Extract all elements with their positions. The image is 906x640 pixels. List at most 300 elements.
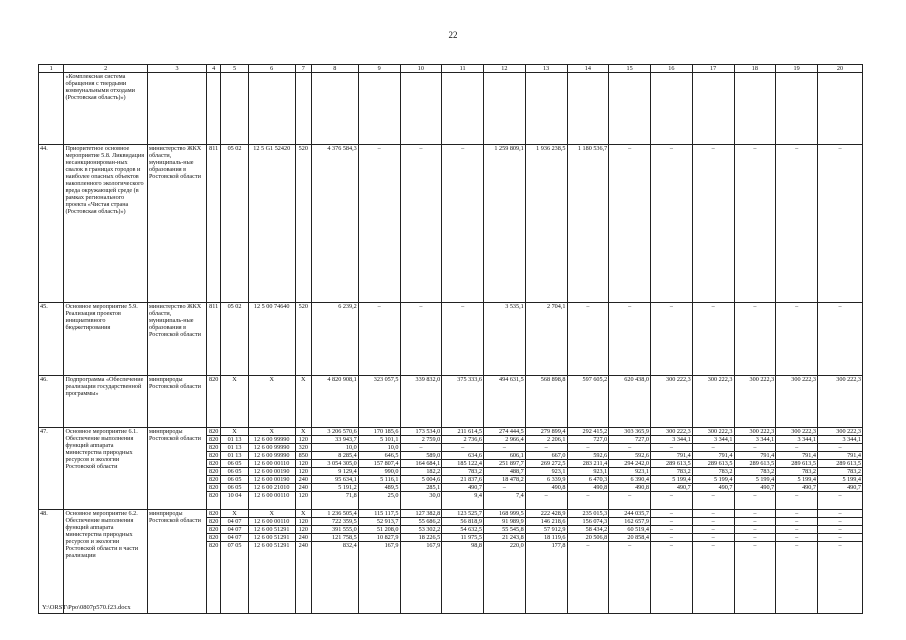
year-amount-cell: –: [567, 492, 609, 510]
expense-type-cell: 120: [295, 468, 311, 476]
year-amount-cell: 157 807,4: [358, 460, 400, 468]
year-amount-cell: 3 344,1: [651, 436, 693, 444]
total-amount-cell: 4 820 908,1: [311, 376, 358, 428]
year-amount-cell: 5 199,4: [734, 476, 776, 484]
year-amount-cell: 52 913,7: [358, 518, 400, 526]
year-amount-cell: 25,0: [358, 492, 400, 510]
year-amount-cell: 30,0: [400, 492, 442, 510]
year-amount-cell: 18 478,2: [484, 476, 526, 484]
year-amount-cell: –: [358, 303, 400, 376]
year-amount-cell: –: [609, 444, 651, 452]
section-code-cell: 04 07: [221, 518, 249, 526]
total-amount-cell: 3 054 305,0: [311, 460, 358, 468]
year-amount-cell: 494 631,5: [484, 376, 526, 428]
year-amount-cell: 923,1: [567, 468, 609, 476]
year-amount-cell: 7,4: [484, 492, 526, 510]
executor-cell: министерство ЖКХ области, муниципаль-ные образования в Ростовской области: [147, 145, 206, 303]
year-amount-cell: 57 912,9: [525, 526, 567, 534]
year-amount-cell: 5 004,6: [400, 476, 442, 484]
expense-type-cell: [295, 73, 311, 145]
target-article-cell: 12 6 00 99990: [248, 444, 295, 452]
table-row: [39, 303, 863, 376]
year-amount-cell: 490,8: [567, 484, 609, 492]
year-amount-cell: –: [776, 303, 818, 376]
year-amount-cell: 21 837,6: [442, 476, 484, 484]
target-article-cell: 12 6 00 00190: [248, 468, 295, 476]
year-amount-cell: 2 704,1: [525, 303, 567, 376]
column-number-cell: 9: [358, 65, 400, 73]
budget-table: [38, 64, 863, 614]
total-amount-cell: 9 129,4: [311, 468, 358, 476]
column-number-cell: 12: [484, 65, 526, 73]
column-number-cell: 19: [776, 65, 818, 73]
target-article-cell: 12 6 00 00190: [248, 476, 295, 484]
year-amount-cell: –: [734, 534, 776, 542]
year-amount-cell: 98,8: [442, 542, 484, 614]
column-number-cell: 1: [39, 65, 64, 73]
ministry-code-cell: 820: [207, 510, 221, 518]
year-amount-cell: 783,2: [442, 468, 484, 476]
column-number-cell: 16: [651, 65, 693, 73]
year-amount-cell: 490,7: [442, 484, 484, 492]
year-amount-cell: –: [651, 534, 693, 542]
year-amount-cell: 2 759,0: [400, 436, 442, 444]
expense-type-cell: X: [295, 428, 311, 436]
total-amount-cell: 722 359,5: [311, 518, 358, 526]
year-amount-cell: –: [567, 542, 609, 614]
expense-type-cell: X: [295, 376, 311, 428]
year-amount-cell: 791,4: [734, 452, 776, 460]
year-amount-cell: [692, 73, 734, 145]
ministry-code-cell: 820: [207, 518, 221, 526]
section-code-cell: 07 05: [221, 542, 249, 614]
expense-type-cell: 240: [295, 534, 311, 542]
year-amount-cell: 123 525,7: [442, 510, 484, 518]
executor-cell: минприроды Ростовской области: [147, 376, 206, 428]
ministry-code-cell: 820: [207, 542, 221, 614]
year-amount-cell: –: [692, 542, 734, 614]
year-amount-cell: –: [651, 518, 693, 526]
year-amount-cell: 55 545,8: [484, 526, 526, 534]
ministry-code-cell: 820: [207, 428, 221, 436]
year-amount-cell: 185 122,4: [442, 460, 484, 468]
year-amount-cell: 6 390,4: [609, 476, 651, 484]
year-amount-cell: 235 015,3: [567, 510, 609, 518]
section-code-cell: X: [221, 376, 249, 428]
column-number-cell: 11: [442, 65, 484, 73]
year-amount-cell: –: [818, 492, 863, 510]
measure-name-cell: Основное мероприятие 6.1. Обеспечение выполнения функций аппарата министерства природных ресурсов и экологии Ростовской области: [64, 428, 148, 510]
year-amount-cell: 5 199,4: [776, 476, 818, 484]
row-number-cell: 45.: [39, 303, 64, 376]
year-amount-cell: 990,0: [358, 468, 400, 476]
year-amount-cell: 54 632,5: [442, 526, 484, 534]
total-amount-cell: 391 555,0: [311, 526, 358, 534]
target-article-cell: 12 6 00 51291: [248, 542, 295, 614]
year-amount-cell: 300 222,3: [734, 428, 776, 436]
year-amount-cell: –: [818, 303, 863, 376]
year-amount-cell: 60 519,4: [609, 526, 651, 534]
column-number-cell: 5: [221, 65, 249, 73]
year-amount-cell: 727,0: [609, 436, 651, 444]
year-amount-cell: 620 438,0: [609, 376, 651, 428]
year-amount-cell: –: [651, 542, 693, 614]
year-amount-cell: 244 035,7: [609, 510, 651, 518]
year-amount-cell: 285,1: [400, 484, 442, 492]
ministry-code-cell: 820: [207, 526, 221, 534]
ministry-code-cell: 820: [207, 444, 221, 452]
year-amount-cell: –: [818, 534, 863, 542]
ministry-code-cell: 820: [207, 476, 221, 484]
year-amount-cell: 164 684,1: [400, 460, 442, 468]
table-row: [39, 428, 863, 436]
expense-type-cell: 520: [295, 145, 311, 303]
year-amount-cell: 115 117,5: [358, 510, 400, 518]
year-amount-cell: 170 185,6: [358, 428, 400, 436]
row-number-cell: 46.: [39, 376, 64, 428]
year-amount-cell: –: [609, 145, 651, 303]
year-amount-cell: 592,6: [609, 452, 651, 460]
ministry-code-cell: 820: [207, 376, 221, 428]
expense-type-cell: 240: [295, 484, 311, 492]
year-amount-cell: –: [692, 526, 734, 534]
year-amount-cell: 18 119,6: [525, 534, 567, 542]
year-amount-cell: –: [442, 444, 484, 452]
year-amount-cell: –: [442, 303, 484, 376]
year-amount-cell: –: [692, 518, 734, 526]
total-amount-cell: 33 943,7: [311, 436, 358, 444]
year-amount-cell: –: [442, 145, 484, 303]
year-amount-cell: 9,4: [442, 492, 484, 510]
year-amount-cell: 1 180 536,7: [567, 145, 609, 303]
year-amount-cell: –: [776, 542, 818, 614]
year-amount-cell: 146 218,6: [525, 518, 567, 526]
year-amount-cell: 300 222,3: [776, 376, 818, 428]
column-number-cell: 20: [818, 65, 863, 73]
year-amount-cell: [734, 73, 776, 145]
year-amount-cell: 488,7: [484, 468, 526, 476]
year-amount-cell: 490,7: [734, 484, 776, 492]
expense-type-cell: 120: [295, 518, 311, 526]
measure-name-cell: Основное мероприятие 5.9. Реализация проектов инициативного бюджетирования: [64, 303, 148, 376]
year-amount-cell: 167,9: [400, 542, 442, 614]
year-amount-cell: –: [692, 145, 734, 303]
target-article-cell: 12 6 00 51291: [248, 534, 295, 542]
ministry-code-cell: [207, 73, 221, 145]
target-article-cell: 12 5 G1 52420: [248, 145, 295, 303]
year-amount-cell: 5 116,1: [358, 476, 400, 484]
table-row: [39, 376, 863, 428]
year-amount-cell: 3 344,1: [776, 436, 818, 444]
year-amount-cell: 53 302,2: [400, 526, 442, 534]
year-amount-cell: –: [734, 542, 776, 614]
year-amount-cell: –: [734, 492, 776, 510]
year-amount-cell: –: [818, 145, 863, 303]
year-amount-cell: 173 534,0: [400, 428, 442, 436]
year-amount-cell: –: [692, 492, 734, 510]
column-number-cell: 4: [207, 65, 221, 73]
year-amount-cell: 300 222,3: [692, 376, 734, 428]
year-amount-cell: –: [776, 526, 818, 534]
column-number-cell: 13: [525, 65, 567, 73]
expense-type-cell: 240: [295, 476, 311, 484]
section-code-cell: 05 02: [221, 303, 249, 376]
target-article-cell: X: [248, 510, 295, 518]
target-article-cell: 12 6 00 00110: [248, 460, 295, 468]
year-amount-cell: 269 272,5: [525, 460, 567, 468]
column-number-cell: 10: [400, 65, 442, 73]
year-amount-cell: –: [734, 444, 776, 452]
expense-type-cell: 120: [295, 436, 311, 444]
table-row: [39, 510, 863, 518]
year-amount-cell: 211 614,5: [442, 428, 484, 436]
year-amount-cell: 300 222,3: [776, 428, 818, 436]
year-amount-cell: [358, 73, 400, 145]
year-amount-cell: 339 832,0: [400, 376, 442, 428]
total-amount-cell: 4 376 584,3: [311, 145, 358, 303]
year-amount-cell: 667,0: [525, 452, 567, 460]
year-amount-cell: 490,8: [609, 484, 651, 492]
year-amount-cell: 220,0: [484, 542, 526, 614]
year-amount-cell: 783,2: [692, 468, 734, 476]
year-amount-cell: –: [609, 492, 651, 510]
year-amount-cell: –: [776, 534, 818, 542]
year-amount-cell: 56 818,9: [442, 518, 484, 526]
expense-type-cell: 320: [295, 444, 311, 452]
year-amount-cell: 3 344,1: [818, 436, 863, 444]
year-amount-cell: –: [400, 145, 442, 303]
year-amount-cell: 1 936 238,5: [525, 145, 567, 303]
year-amount-cell: 2 736,6: [442, 436, 484, 444]
year-amount-cell: [651, 73, 693, 145]
measure-name-cell: Приоритетное основное мероприятие 5.8. Ликвидация несанкционирован-ных свалок в границах городов и наиболее опасных объектов накопленного экологического вреда окружающей среде (в рамках регионального проекта «Чистая страна (Ростовская область)»): [64, 145, 148, 303]
column-number-cell: 17: [692, 65, 734, 73]
year-amount-cell: 323 057,5: [358, 376, 400, 428]
column-number-cell: 14: [567, 65, 609, 73]
column-number-cell: 15: [609, 65, 651, 73]
year-amount-cell: 177,8: [525, 542, 567, 614]
target-article-cell: 12 5 00 74640: [248, 303, 295, 376]
year-amount-cell: 10 827,9: [358, 534, 400, 542]
year-amount-cell: 6 339,9: [525, 476, 567, 484]
year-amount-cell: 375 333,6: [442, 376, 484, 428]
ministry-code-cell: 820: [207, 468, 221, 476]
year-amount-cell: 294 242,0: [609, 460, 651, 468]
year-amount-cell: 58 434,2: [567, 526, 609, 534]
year-amount-cell: –: [734, 510, 776, 518]
section-code-cell: 05 02: [221, 145, 249, 303]
executor-cell: [147, 73, 206, 145]
year-amount-cell: 289 613,5: [734, 460, 776, 468]
year-amount-cell: 292 415,2: [567, 428, 609, 436]
year-amount-cell: 300 222,3: [651, 428, 693, 436]
year-amount-cell: 300 222,3: [818, 376, 863, 428]
year-amount-cell: 300 222,3: [651, 376, 693, 428]
year-amount-cell: 783,2: [818, 468, 863, 476]
section-code-cell: 04 07: [221, 534, 249, 542]
expense-type-cell: 240: [295, 542, 311, 614]
column-number-cell: 8: [311, 65, 358, 73]
year-amount-cell: –: [525, 492, 567, 510]
year-amount-cell: 634,6: [442, 452, 484, 460]
year-amount-cell: 289 613,5: [776, 460, 818, 468]
ministry-code-cell: 820: [207, 492, 221, 510]
total-amount-cell: 71,8: [311, 492, 358, 510]
column-number-cell: 6: [248, 65, 295, 73]
year-amount-cell: –: [776, 444, 818, 452]
year-amount-cell: 289 613,5: [692, 460, 734, 468]
ministry-code-cell: 811: [207, 145, 221, 303]
row-number-cell: 44.: [39, 145, 64, 303]
year-amount-cell: –: [776, 510, 818, 518]
total-amount-cell: 6 239,2: [311, 303, 358, 376]
year-amount-cell: 783,2: [776, 468, 818, 476]
year-amount-cell: –: [651, 444, 693, 452]
year-amount-cell: –: [818, 518, 863, 526]
budget-table-container: [38, 64, 863, 614]
row-number-cell: [39, 73, 64, 145]
year-amount-cell: 5 199,4: [651, 476, 693, 484]
year-amount-cell: –: [609, 303, 651, 376]
ministry-code-cell: 820: [207, 452, 221, 460]
year-amount-cell: [400, 73, 442, 145]
year-amount-cell: –: [692, 534, 734, 542]
target-article-cell: X: [248, 428, 295, 436]
expense-type-cell: 850: [295, 452, 311, 460]
year-amount-cell: 279 899,4: [525, 428, 567, 436]
year-amount-cell: [776, 73, 818, 145]
year-amount-cell: 10,0: [358, 444, 400, 452]
section-code-cell: 06 05: [221, 460, 249, 468]
year-amount-cell: 289 613,5: [651, 460, 693, 468]
column-number-cell: 7: [295, 65, 311, 73]
year-amount-cell: –: [651, 492, 693, 510]
target-article-cell: 12 6 00 00110: [248, 492, 295, 510]
ministry-code-cell: 820: [207, 436, 221, 444]
year-amount-cell: [818, 73, 863, 145]
year-amount-cell: –: [692, 444, 734, 452]
section-code-cell: X: [221, 510, 249, 518]
year-amount-cell: 489,5: [358, 484, 400, 492]
year-amount-cell: 91 989,9: [484, 518, 526, 526]
table-row: [39, 145, 863, 303]
year-amount-cell: –: [776, 518, 818, 526]
ministry-code-cell: 820: [207, 534, 221, 542]
column-number-row: [39, 65, 863, 73]
year-amount-cell: –: [818, 510, 863, 518]
year-amount-cell: –: [651, 526, 693, 534]
year-amount-cell: –: [818, 542, 863, 614]
year-amount-cell: –: [567, 303, 609, 376]
executor-cell: минприроды Ростовской области: [147, 428, 206, 510]
target-article-cell: 12 6 00 99990: [248, 452, 295, 460]
year-amount-cell: –: [734, 303, 776, 376]
page-number: 22: [448, 30, 458, 40]
year-amount-cell: 727,0: [567, 436, 609, 444]
year-amount-cell: 162 657,9: [609, 518, 651, 526]
year-amount-cell: 300 222,3: [818, 428, 863, 436]
year-amount-cell: 791,4: [818, 452, 863, 460]
year-amount-cell: 156 074,3: [567, 518, 609, 526]
column-number-cell: 3: [147, 65, 206, 73]
total-amount-cell: 5 191,2: [311, 484, 358, 492]
year-amount-cell: 127 382,8: [400, 510, 442, 518]
year-amount-cell: [609, 73, 651, 145]
year-amount-cell: 6 470,3: [567, 476, 609, 484]
footer-file-path: Y:\ORST\Ppo\0807p570.f23.docx: [42, 604, 131, 611]
year-amount-cell: 251 897,7: [484, 460, 526, 468]
year-amount-cell: 783,2: [651, 468, 693, 476]
year-amount-cell: 2 206,1: [525, 436, 567, 444]
expense-type-cell: 120: [295, 492, 311, 510]
ministry-code-cell: 811: [207, 303, 221, 376]
year-amount-cell: –: [651, 145, 693, 303]
year-amount-cell: 55 686,2: [400, 518, 442, 526]
section-code-cell: X: [221, 428, 249, 436]
year-amount-cell: 791,4: [651, 452, 693, 460]
target-article-cell: [248, 73, 295, 145]
year-amount-cell: 300 222,3: [734, 376, 776, 428]
year-amount-cell: 606,1: [484, 452, 526, 460]
year-amount-cell: [525, 73, 567, 145]
year-amount-cell: 490,7: [651, 484, 693, 492]
total-amount-cell: 95 634,1: [311, 476, 358, 484]
year-amount-cell: 646,5: [358, 452, 400, 460]
year-amount-cell: –: [651, 303, 693, 376]
row-number-cell: 48.: [39, 510, 64, 614]
measure-name-cell: «Комплексная система обращения с твердыми коммунальными отходами (Ростовская область)»): [64, 73, 148, 145]
year-amount-cell: 168 999,5: [484, 510, 526, 518]
target-article-cell: 12 6 00 99990: [248, 436, 295, 444]
target-article-cell: X: [248, 376, 295, 428]
year-amount-cell: 303 365,9: [609, 428, 651, 436]
year-amount-cell: –: [776, 145, 818, 303]
year-amount-cell: –: [734, 145, 776, 303]
column-number-cell: 18: [734, 65, 776, 73]
total-amount-cell: 832,4: [311, 542, 358, 614]
year-amount-cell: [442, 73, 484, 145]
year-amount-cell: 589,0: [400, 452, 442, 460]
year-amount-cell: 1 259 809,1: [484, 145, 526, 303]
year-amount-cell: 5 199,4: [818, 476, 863, 484]
year-amount-cell: 490,7: [818, 484, 863, 492]
target-article-cell: 12 6 00 00110: [248, 518, 295, 526]
year-amount-cell: 490,8: [525, 484, 567, 492]
executor-cell: минприроды Ростовской области: [147, 510, 206, 614]
year-amount-cell: 3 344,1: [692, 436, 734, 444]
target-article-cell: 12 6 00 51291: [248, 526, 295, 534]
total-amount-cell: 3 206 570,6: [311, 428, 358, 436]
year-amount-cell: 490,7: [776, 484, 818, 492]
measure-name-cell: Основное мероприятие 6.2. Обеспечение выполнения функций аппарата министерства природных ресурсов и экологии Ростовской области в части реализации: [64, 510, 148, 614]
year-amount-cell: 5 101,1: [358, 436, 400, 444]
year-amount-cell: –: [692, 510, 734, 518]
measure-name-cell: Подпрограмма «Обеспечение реализации государственной программы»: [64, 376, 148, 428]
year-amount-cell: 182,2: [400, 468, 442, 476]
total-amount-cell: [311, 73, 358, 145]
year-amount-cell: –: [400, 303, 442, 376]
total-amount-cell: 10,0: [311, 444, 358, 452]
year-amount-cell: 20 858,4: [609, 534, 651, 542]
table-row: [39, 73, 863, 145]
section-code-cell: 06 05: [221, 468, 249, 476]
year-amount-cell: 923,1: [609, 468, 651, 476]
year-amount-cell: –: [818, 444, 863, 452]
expense-type-cell: 120: [295, 460, 311, 468]
year-amount-cell: 3 535,1: [484, 303, 526, 376]
year-amount-cell: –: [484, 444, 526, 452]
section-code-cell: 06 05: [221, 484, 249, 492]
